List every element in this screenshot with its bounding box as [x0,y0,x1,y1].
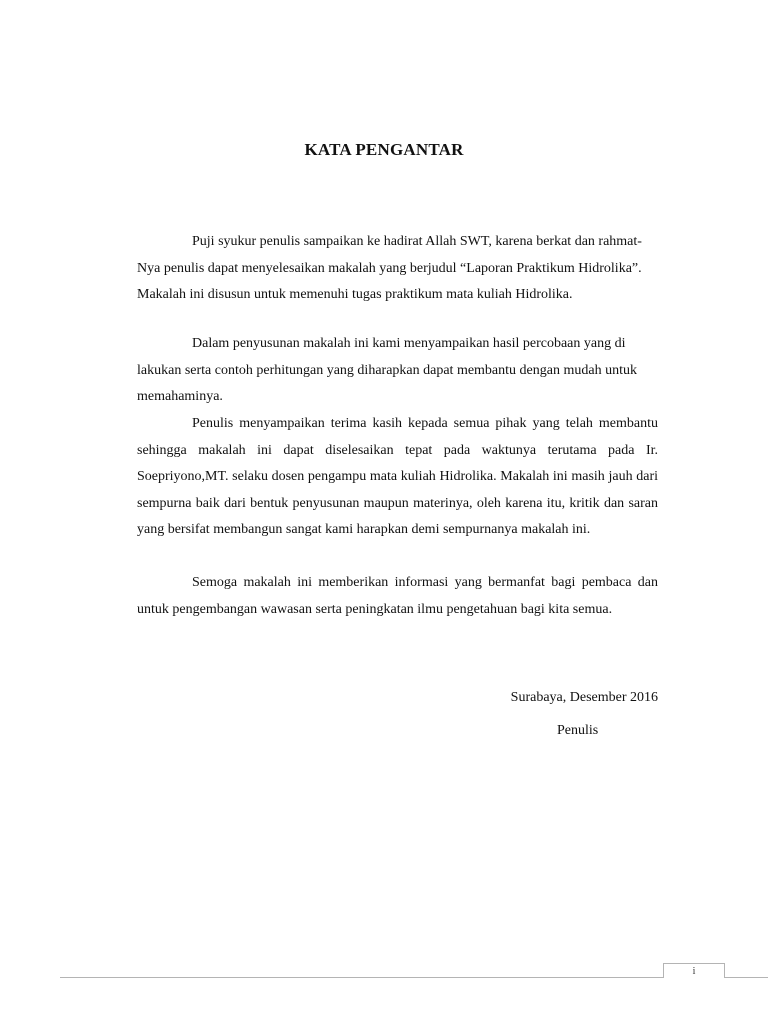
paragraph-4: Semoga makalah ini memberikan informasi yang bermanfat bagi pembaca dan untuk pengembangan wawasan serta peningkatan ilmu pengetahuan bagi kita semua. [137,575,658,617]
page-title: KATA PENGANTAR [304,140,464,159]
paragraph-1: Puji syukur penulis sampaikan ke hadirat Allah SWT, karena berkat dan rahmat-Nya penulis dapat menyelesaikan makalah yang berjudul “Laporan Praktikum Hidrolika”. Makalah ini disusun untuk memenuhi tugas praktikum mata kuliah Hidrolika. [137,234,642,302]
page-number: i [692,966,696,977]
footer-divider [60,977,768,978]
paragraph-2: Dalam penyusunan makalah ini kami menyampaikan hasil percobaan yang di lakukan serta contoh perhitungan yang diharapkan dapat membantu dengan mudah untuk memahaminya. [137,336,637,404]
place-and-date: Surabaya, Desember 2016 [510,690,658,705]
author-signature: Penulis [557,723,599,738]
paragraph-3: Penulis menyampaikan terima kasih kepada semua pihak yang telah membantu sehingga makalah ini dapat diselesaikan tepat pada waktunya terutama pada Ir. Soepriyono,MT. selaku dosen pengampu mata kuliah Hidrolika. Makalah ini masih jauh dari sempurna baik dari bentuk penyusunan maupun materinya, oleh karena itu, kritik dan saran yang bersifat membangun sangat kami harapkan demi sempurnanya makalah ini. [137,416,658,537]
